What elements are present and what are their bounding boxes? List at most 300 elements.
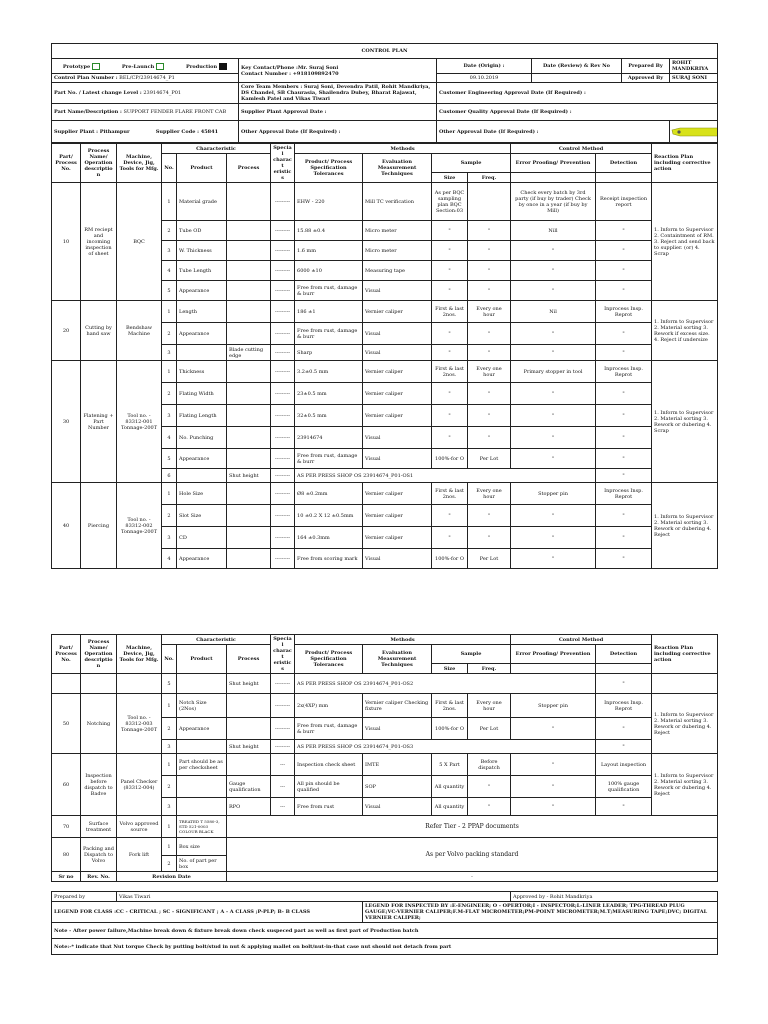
char-no: 5: [162, 281, 177, 301]
spec: AS PER PRESS SHOP OS 23914674_P01-OS3: [295, 740, 596, 754]
col-special: Special charact eristics: [271, 635, 295, 674]
table-row: [52, 754, 718, 776]
error-proofing: Primary stopper in tool: [511, 361, 596, 383]
cp-number: BEL/CP/23914674_P1: [119, 75, 175, 81]
key-contact: Key Contact/Phone :Mr. Suraj Soni: [241, 64, 339, 71]
sample-freq: Every one hour: [468, 694, 511, 718]
process-char: [227, 281, 271, 301]
sample-freq: ": [468, 527, 511, 549]
char-no: 1: [162, 483, 177, 505]
sample-size: 5 X Part: [432, 754, 468, 776]
error-proofing: ": [511, 261, 596, 281]
eval-technique: Vernier caliper: [363, 483, 432, 505]
sample-freq: ": [468, 505, 511, 527]
error-proofing: Stopper pin: [511, 694, 596, 718]
machine-tool: Volvo approved source: [117, 816, 162, 838]
packing-standard: As per Volvo packing standard: [227, 838, 718, 872]
error-proofing: Stopper pin: [511, 483, 596, 505]
sample-size: First & last 2nos.: [432, 694, 468, 718]
process-char: RPO: [227, 798, 271, 816]
process-char: [227, 361, 271, 383]
sample-freq: ": [468, 427, 511, 449]
char-no: 1: [162, 361, 177, 383]
special-char: ---------: [271, 469, 295, 483]
eval-technique: Vernier caliper Checking fixture: [363, 694, 432, 718]
eval-technique: Vernier caliper: [363, 527, 432, 549]
col-spec: Product/ Process Specification Tolerances: [295, 154, 363, 183]
col-process-name: Process Name/ Operation description: [81, 635, 117, 674]
product-char: TREATED T 5580-3, STD 521-0003 COLOUR BLACK: [177, 816, 227, 838]
prepared-by-value: ROHIT MANDKRIYA: [670, 59, 718, 74]
col-product: Product: [177, 645, 227, 674]
detection: Inprocess Insp. Reprot: [596, 361, 652, 383]
process-char: Gauge qualification: [227, 776, 271, 798]
eval-technique: Micro meter: [363, 241, 432, 261]
detection: ": [596, 405, 652, 427]
special-char: ---------: [271, 718, 295, 740]
col-machine: Machine, Device, Jig, Tools for Mfg.: [117, 144, 162, 183]
product-char: Appearance: [177, 549, 227, 569]
char-no: 4: [162, 427, 177, 449]
special-char: ---------: [271, 221, 295, 241]
process-number: 40: [52, 483, 81, 569]
char-no: 2: [162, 323, 177, 345]
rev-srno: Sr no: [52, 872, 81, 882]
approved-by-value: SURAJ SONI: [670, 74, 718, 83]
col-characteristic: Characteristic: [162, 635, 271, 645]
special-char: ---------: [271, 281, 295, 301]
reaction-plan: [652, 674, 718, 694]
spec: 23±0.5 mm: [295, 383, 363, 405]
checkbox-icon[interactable]: [156, 63, 164, 70]
date-review-label: Date (Review) & Rev No: [532, 59, 622, 74]
col-detection: Detection: [596, 645, 652, 664]
sample-freq: Every one hour: [468, 483, 511, 505]
product-char: Notch Size (2Nos): [177, 694, 227, 718]
error-proofing: ": [511, 527, 596, 549]
sample-size: As per BQC sampling plan BQC Section:03: [432, 183, 468, 221]
rev-date: Revision Date: [117, 872, 227, 882]
sample-size: All quantity: [432, 776, 468, 798]
sample-size: ": [432, 527, 468, 549]
char-no: 2: [162, 383, 177, 405]
col-no: No.: [162, 154, 177, 183]
detection: ": [596, 261, 652, 281]
sample-freq: ": [468, 261, 511, 281]
process-char: Blade cutting edge: [227, 345, 271, 361]
eval-technique: Vernier caliper: [363, 505, 432, 527]
customer-quality-approval: Customer Quality Approval Date (If Required) :: [437, 104, 718, 121]
product-char: Slot Size: [177, 505, 227, 527]
product-char: Tube Length: [177, 261, 227, 281]
char-no: 2: [162, 718, 177, 740]
detection: ": [596, 527, 652, 549]
sample-size: ": [432, 345, 468, 361]
sample-freq: ": [468, 776, 511, 798]
error-proofing: ": [511, 776, 596, 798]
col-eval: Evaluation Measurement Techniques: [363, 154, 432, 183]
eval-technique: Visual: [363, 345, 432, 361]
table-row: [52, 301, 718, 323]
special-char: ---------: [271, 483, 295, 505]
note-power-failure: Note - After power failure,Machine break down & fixture break down check suspeced part as well as first part of Production batch: [52, 923, 718, 939]
product-char: Flating Length: [177, 405, 227, 427]
rev-no: Rev. No.: [81, 872, 117, 882]
sample-size: ": [432, 221, 468, 241]
eval-technique: Visual: [363, 798, 432, 816]
product-char: Hole Size: [177, 483, 227, 505]
sample-size: ": [432, 323, 468, 345]
char-no: 4: [162, 261, 177, 281]
sample-size: ": [432, 405, 468, 427]
other-approval-2: Other Approval Date (If Required) :: [437, 121, 670, 143]
legend-inspected: LEGEND FOR INSPECTED BY :E-ENGINEER; O - OPERTOR;I - INSPECTOR;L-LINER LEADER; TPG-THREAD PLUG GAUGE;VC-VERNIER CALIPER;F.M-FLAT MICROMETER;PM-POINT MICROMETER;M.T;MEASURING TAPE;DVC; DIGITAL VERNIER CALIPER;: [363, 902, 718, 923]
char-no: 6: [162, 469, 177, 483]
process-char: [227, 241, 271, 261]
char-no: 3: [162, 740, 177, 754]
char-no: 1: [162, 694, 177, 718]
process-name: Piercing: [81, 483, 117, 569]
special-char: ---------: [271, 427, 295, 449]
col-process: Process: [227, 645, 271, 674]
prepared-by-label: Prepared By: [622, 59, 670, 74]
reaction-plan: 1. Inform to Supervisor 2. Containtment of RM. 3. Reject and send back to supplier. (or) 4. Scrap: [652, 183, 718, 301]
col-eval: Evaluation Measurement Techniques: [363, 645, 432, 674]
col-control: Control Method: [511, 635, 652, 645]
sample-freq: Per Lot: [468, 549, 511, 569]
product-char: Appearance: [177, 718, 227, 740]
approved-by-label: Approved By: [622, 74, 670, 83]
process-char: [227, 261, 271, 281]
process-name: Inspection before dispatch to Badve: [81, 754, 117, 816]
char-no: 3: [162, 345, 177, 361]
spec: 164 ±0.3mm: [295, 527, 363, 549]
product-char: No. Punching: [177, 427, 227, 449]
sample-size: ": [432, 505, 468, 527]
special-char: ---------: [271, 527, 295, 549]
special-char: ---------: [271, 694, 295, 718]
error-proofing: Check every batch by 3rd party (if buy by trader) Check by once in a year (if buy by Mill): [511, 183, 596, 221]
col-machine: Machine, Device, Jig, Tools for Mfg.: [117, 635, 162, 674]
approved-by-name: Approved by - Rohit Mandkriya: [511, 892, 718, 902]
process-char: [227, 449, 271, 469]
sample-freq: Before dispatch: [468, 754, 511, 776]
sample-size: ": [432, 383, 468, 405]
machine-tool: Tool no. - 83312-003 Tonnage-200T: [117, 694, 162, 754]
part-no: 23914674_P01: [143, 90, 182, 96]
product-char: [177, 798, 227, 816]
spec: Free from rust, damage & burr: [295, 449, 363, 469]
special-char: ---------: [271, 405, 295, 427]
detection: Inprocess Insp. Reprot: [596, 694, 652, 718]
char-no: 3: [162, 241, 177, 261]
special-char: ---------: [271, 361, 295, 383]
detection: Inprocess Insp. Reprot: [596, 483, 652, 505]
note-nut-torque: Note:-* indicate that Nut torque Check by putting bolt/stud in nut & applying mallet on bolt/nut-in-that case nut should not detach from part: [52, 939, 718, 955]
col-error: Error Proofing/ Prevention: [511, 645, 596, 664]
special-char: ---------: [271, 261, 295, 281]
char-no: 3: [162, 527, 177, 549]
col-process-name: Process Name/ Operation description: [81, 144, 117, 183]
prepared-by-label: Prepared by: [52, 892, 117, 902]
process-number: 20: [52, 301, 81, 361]
spec: 186 ±1: [295, 301, 363, 323]
spec: 32±0.5 mm: [295, 405, 363, 427]
process-char: [227, 505, 271, 527]
spec: EHW - 220: [295, 183, 363, 221]
detection: ": [596, 345, 652, 361]
col-methods: Methods: [295, 144, 511, 154]
spec: Ø8 ±0.2mm: [295, 483, 363, 505]
special-char: ---------: [271, 183, 295, 221]
reaction-plan: 1. Inform to Supervisor 2. Material sorting 3. Rework or dubering 4. Reject: [652, 694, 718, 754]
special-char: ---------: [271, 241, 295, 261]
char-no: 1: [162, 754, 177, 776]
error-proofing: ": [511, 505, 596, 527]
prelaunch-option[interactable]: Pre-Launch: [122, 63, 164, 70]
part-name-label: Part Name/Description :: [54, 109, 122, 115]
product-char: Box size: [177, 838, 227, 856]
col-characteristic: Characteristic: [162, 144, 271, 154]
control-plan-page-2: [51, 634, 717, 964]
process-char: [227, 183, 271, 221]
other-approval: Other Approval Date (If Required) :: [239, 121, 437, 143]
col-reaction: Reaction Plan including corrective action: [652, 144, 718, 183]
process-char: [227, 405, 271, 427]
spec: Sharp: [295, 345, 363, 361]
part-name: SUPPORT FENDER FLARE FRONT CAB: [123, 109, 227, 115]
char-no: 5: [162, 674, 177, 694]
error-proofing: Nil: [511, 301, 596, 323]
supplier-code: Supplier Code : 45841: [155, 128, 219, 135]
char-no: 3: [162, 798, 177, 816]
spec: 6000 ±10: [295, 261, 363, 281]
process-name: RM reciept and incoming inspection of sheet: [81, 183, 117, 301]
process-char: [227, 483, 271, 505]
process-char: [227, 221, 271, 241]
error-proofing: ": [511, 718, 596, 740]
eval-technique: Visual: [363, 427, 432, 449]
col-size: Size: [432, 173, 468, 183]
special-char: ---------: [271, 549, 295, 569]
eval-technique: Vernier caliper: [363, 405, 432, 427]
product-char: [177, 345, 227, 361]
special-char: ---------: [271, 740, 295, 754]
special-char: ---------: [271, 449, 295, 469]
machine-tool: Fork lift: [117, 838, 162, 872]
sample-size: 100%-for O: [432, 449, 468, 469]
spec: 23914674: [295, 427, 363, 449]
date-origin-label: Date (Origin) :: [437, 59, 532, 74]
sample-size: 100%-for O: [432, 549, 468, 569]
product-char: [177, 674, 227, 694]
spec: Inspection check sheet: [295, 754, 363, 776]
reaction-plan: 1. Inform to Supervisor 2. Material sorting 3. Rework or dubering 4. Reject: [652, 754, 718, 816]
production-option[interactable]: Production: [186, 63, 227, 70]
process-char: [227, 427, 271, 449]
process-name: Packing and Dispatch to Volvo: [81, 838, 117, 872]
error-proofing: ": [511, 405, 596, 427]
eval-technique: Micro meter: [363, 221, 432, 241]
sample-size: ": [432, 261, 468, 281]
error-proofing: ": [511, 549, 596, 569]
char-no: 2: [162, 505, 177, 527]
special-char: ---------: [271, 674, 295, 694]
col-no: No.: [162, 645, 177, 674]
date-origin: 09.10.2019: [437, 74, 532, 83]
eval-technique: Visual: [363, 549, 432, 569]
prototype-option[interactable]: Prototype: [63, 63, 100, 70]
process-number: 60: [52, 754, 81, 816]
process-char: [227, 694, 271, 718]
spec: 1.6 mm: [295, 241, 363, 261]
error-proofing: ": [511, 427, 596, 449]
reaction-plan: 1. Inform to Supervisor 2. Material sorting 3. Rework or dubering 4. Reject: [652, 483, 718, 569]
col-process: Process: [227, 154, 271, 183]
product-char: [177, 740, 227, 754]
customer-engineering-approval: Customer Engineering Approval Date (If Required) :: [437, 83, 718, 104]
special-char: ---------: [271, 383, 295, 405]
char-no: 5: [162, 449, 177, 469]
error-proofing: Nill: [511, 221, 596, 241]
detection: ": [596, 505, 652, 527]
process-name: Notching: [81, 694, 117, 754]
sample-freq: [468, 183, 511, 221]
sample-freq: Every one hour: [468, 361, 511, 383]
process-name: Surface treatment: [81, 816, 117, 838]
spec: 15.88 ±0.4: [295, 221, 363, 241]
col-part: Part/ Process No.: [52, 144, 81, 183]
eval-technique: SOP: [363, 776, 432, 798]
core-team: Core Team Members : Suraj Soni, Devendra Patil, Rohit Mandkriya, DS Chandel, SB Chaurasia, Shailendra Dubey, Bharat Rajawat, Kamlesh Patel and Vikas Tiwari: [239, 83, 437, 104]
sample-size: 100%-for O: [432, 718, 468, 740]
eval-technique: Vernier caliper: [363, 301, 432, 323]
char-no: 1: [162, 301, 177, 323]
eval-technique: Vernier caliper: [363, 383, 432, 405]
spec: Free from scoring mark: [295, 549, 363, 569]
spec: 10 ±0.2 X 12 ±0.5mm: [295, 505, 363, 527]
char-no: 2: [162, 221, 177, 241]
special-char: ---------: [271, 323, 295, 345]
machine-tool: [117, 674, 162, 694]
eval-technique: Visual: [363, 281, 432, 301]
detection: ": [596, 549, 652, 569]
detection: 100% gauge qualification: [596, 776, 652, 798]
detection: ": [596, 798, 652, 816]
contact-number: Contact Number : +918109892470: [241, 70, 339, 77]
special-char: ---------: [271, 345, 295, 361]
col-reaction: Reaction Plan including corrective action: [652, 635, 718, 674]
col-error: Error Proofing/ Prevention: [511, 154, 596, 173]
table-row: [52, 674, 718, 694]
machine-tool: Tool no. - 83312-001 Tonnage-200T: [117, 361, 162, 483]
detection: ": [596, 281, 652, 301]
table-row: [52, 483, 718, 505]
spec: Free from rust, damage & burr: [295, 281, 363, 301]
sample-freq: ": [468, 405, 511, 427]
col-methods: Methods: [295, 635, 511, 645]
table-row: [52, 816, 718, 838]
eval-technique: Vernier caliper: [363, 361, 432, 383]
sample-size: ": [432, 241, 468, 261]
product-char: Appearance: [177, 449, 227, 469]
process-name: [81, 674, 117, 694]
detection: ": [596, 383, 652, 405]
process-char: [227, 383, 271, 405]
ppap-reference: Refer Tier - 2 PPAP documents: [227, 816, 718, 838]
detection: ": [596, 427, 652, 449]
control-plan-table-2: [51, 634, 718, 955]
error-proofing: ": [511, 323, 596, 345]
col-size: Size: [432, 664, 468, 674]
table-row: [52, 361, 718, 383]
product-char: Length: [177, 301, 227, 323]
sample-freq: ": [468, 241, 511, 261]
process-char: Shut height: [227, 469, 271, 483]
spec: AS PER PRESS SHOP OS 23914674_P01-OS2: [295, 674, 596, 694]
sample-freq: ": [468, 798, 511, 816]
special-char: ---------: [271, 505, 295, 527]
error-proofing: ": [511, 281, 596, 301]
detection: ": [596, 241, 652, 261]
product-char: Material grade: [177, 183, 227, 221]
special-char: ---: [271, 754, 295, 776]
detection: ": [596, 221, 652, 241]
process-number: 80: [52, 838, 81, 872]
sample-size: First & last 2nos.: [432, 361, 468, 383]
control-plan-table-1: [51, 143, 718, 569]
col-spec: Product/ Process Specification Tolerances: [295, 645, 363, 674]
special-char: ---------: [271, 301, 295, 323]
product-char: W. Thickness: [177, 241, 227, 261]
spec: Free from rust: [295, 798, 363, 816]
process-char: [227, 527, 271, 549]
spec: 3.2±0.5 mm: [295, 361, 363, 383]
process-number: 70: [52, 816, 81, 838]
control-plan-page-1: [51, 43, 717, 562]
process-number: [52, 674, 81, 694]
char-no: 2: [162, 776, 177, 798]
checked-checkbox-icon[interactable]: [219, 63, 227, 70]
process-char: [227, 549, 271, 569]
process-char: [227, 754, 271, 776]
sample-freq: ": [468, 281, 511, 301]
eval-technique: Visual: [363, 449, 432, 469]
error-proofing: ": [511, 449, 596, 469]
error-proofing: ": [511, 345, 596, 361]
checkbox-icon[interactable]: [92, 63, 100, 70]
sample-freq: ": [468, 323, 511, 345]
process-char: [227, 301, 271, 323]
machine-tool: Tool no. - 83312-002 Tonnage-200T: [117, 483, 162, 569]
detection: ": [596, 718, 652, 740]
spec: 2x(4XP) mm: [295, 694, 363, 718]
process-char: Shut height: [227, 740, 271, 754]
eval-technique: IMTE: [363, 754, 432, 776]
sample-size: All quantity: [432, 798, 468, 816]
detection: ": [596, 449, 652, 469]
col-control: Control Method: [511, 144, 652, 154]
product-char: No. of part per box: [177, 856, 227, 872]
detection: ": [596, 323, 652, 345]
special-char: ---: [271, 798, 295, 816]
sample-freq: Per Lot: [468, 718, 511, 740]
spec: Free from rust, damage & burr: [295, 718, 363, 740]
detection: Receipt inspection report: [596, 183, 652, 221]
machine-tool: BQC: [117, 183, 162, 301]
machine-tool: Panel Checker (83312-004): [117, 754, 162, 816]
sample-size: First & last 2nos.: [432, 483, 468, 505]
